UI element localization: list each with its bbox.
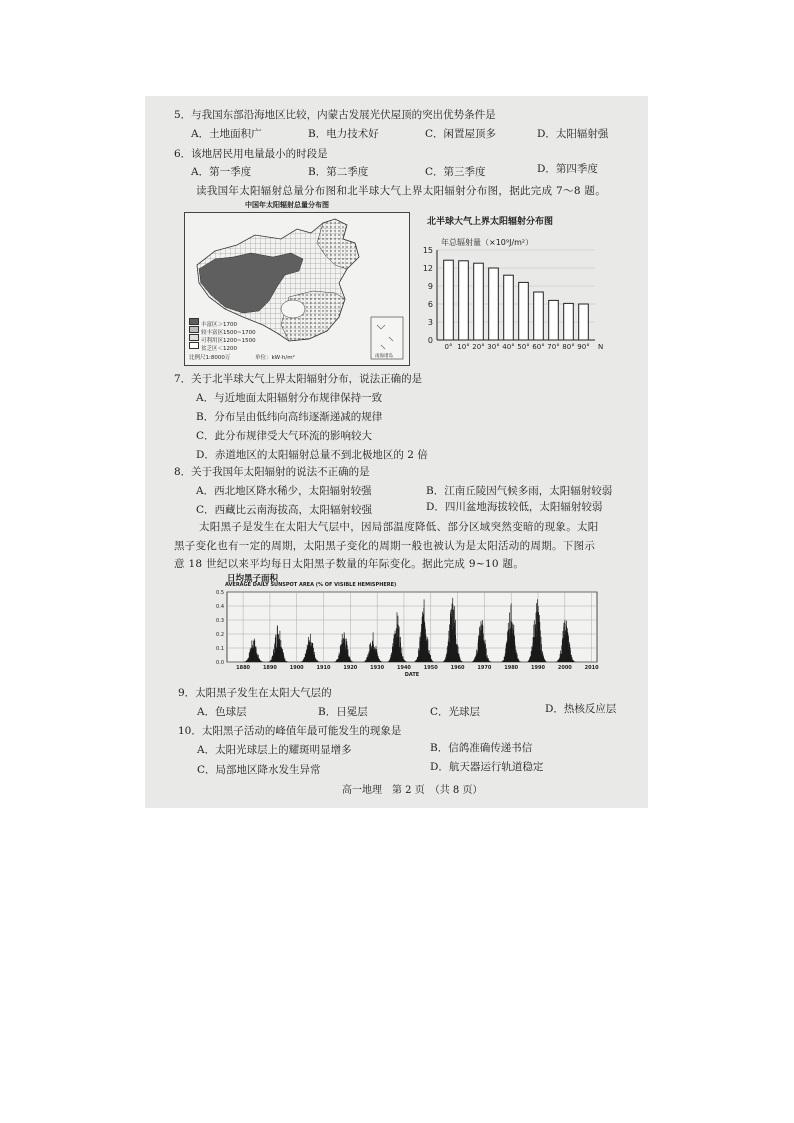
q7-option-a: A．与近地面太阳辐射分布规律保持一致 xyxy=(196,392,383,404)
x-tick-label: 40° xyxy=(502,343,515,351)
x-tick-label: 2000 xyxy=(557,665,572,671)
x-tick-label: 80° xyxy=(562,343,575,351)
x-tick-label: 0° xyxy=(444,343,453,351)
page-footer: 高一地理 第 2 页 （共 8 页） xyxy=(342,785,483,796)
x-tick-label: 20° xyxy=(472,343,485,351)
sunspot-chart-subtitle: AVERAGE DAILY SUNSPOT AREA (% OF VISIBLE HEMISPHERE) xyxy=(225,582,397,588)
x-tick-label: 50° xyxy=(517,343,530,351)
legend-rich: 丰富区＞1700 xyxy=(201,322,237,328)
radiation-bar-chart xyxy=(415,244,605,356)
legend-fairly-rich: 较丰富区1500~1700 xyxy=(201,330,256,336)
intro-9-10-line-1: 太阳黑子是发生在太阳大气层中，因局部温度降低、部分区域突然变暗的现象。太阳 xyxy=(199,521,599,533)
q6-option-d: D．第四季度 xyxy=(537,163,598,175)
q10-option-d: D．航天器运行轨道稳定 xyxy=(430,761,544,773)
q7-option-b: B．分布呈由低纬向高纬逐渐递减的规律 xyxy=(196,411,383,423)
radiation-bar xyxy=(504,275,514,340)
y-tick-label: 3 xyxy=(427,318,433,327)
map-unit: 单位：kW·h/m² xyxy=(255,355,295,361)
sunspot-area-chart xyxy=(207,586,607,676)
y-tick-label: 9 xyxy=(427,282,433,291)
x-tick-label: 1920 xyxy=(343,665,358,671)
q5-option-a: A．土地面积广 xyxy=(191,128,262,140)
map-inset-label: 南海诸岛 xyxy=(375,354,393,359)
radiation-bar xyxy=(579,304,589,340)
y-tick-label: 0 xyxy=(427,336,433,345)
question-5-stem: 5．与我国东部沿海地区比较，内蒙古发展光伏屋顶的突出优势条件是 xyxy=(174,109,496,121)
y-tick-label: 0.4 xyxy=(216,604,224,610)
q9-option-d: D．热核反应层 xyxy=(545,703,617,715)
q9-option-c: C．光球层 xyxy=(430,706,481,718)
radiation-bar xyxy=(564,303,574,340)
x-tick-label: 1990 xyxy=(531,665,545,671)
radiation-chart-title: 北半球大气上界太阳辐射分布图 xyxy=(427,217,554,227)
question-9-stem: 9．太阳黑子发生在太阳大气层的 xyxy=(178,687,332,699)
x-tick-label: 1890 xyxy=(262,665,277,671)
x-tick-label: 1970 xyxy=(477,665,492,671)
x-tick-label: 1980 xyxy=(504,665,519,671)
x-tick-label: 1910 xyxy=(316,665,331,671)
legend-usable: 可利用区1200~1500 xyxy=(201,338,256,344)
q10-option-c: C．局部地区降水发生异常 xyxy=(197,764,321,776)
x-tick-label: 10° xyxy=(457,343,470,351)
intro-7-8: 读我国年太阳辐射总量分布图和北半球大气上界太阳辐射分布图，据此完成 7～8 题。 xyxy=(196,185,607,197)
x-tick-label: 1960 xyxy=(450,665,465,671)
q7-option-d: D．赤道地区的太阳辐射总量不到北极地区的 2 倍 xyxy=(196,449,428,461)
radiation-bar xyxy=(459,261,469,340)
q5-option-b: B．电力技术好 xyxy=(308,128,379,140)
x-tick-label: 1950 xyxy=(423,665,438,671)
legend-swatch-poor xyxy=(189,342,199,349)
q7-option-c: C．此分布规律受大气环流的影响较大 xyxy=(196,430,373,442)
q8-option-a: A．西北地区降水稀少，太阳辐射较强 xyxy=(196,485,372,497)
y-tick-label: 0.5 xyxy=(216,590,224,596)
y-tick-label: 15 xyxy=(422,246,433,255)
china-radiation-map xyxy=(184,212,410,366)
q9-option-a: A．色球层 xyxy=(197,706,247,718)
q10-option-a: A．太阳光球层上的耀斑明显增多 xyxy=(197,744,352,756)
radiation-bar xyxy=(549,300,559,340)
question-7-stem: 7．关于北半球大气上界太阳辐射分布，说法正确的是 xyxy=(174,373,423,385)
x-unit-label: N xyxy=(598,343,604,351)
radiation-bar xyxy=(444,260,454,340)
q8-option-b: B．江南丘陵因气候多雨，太阳辐射较弱 xyxy=(426,485,613,497)
y-tick-label: 0.1 xyxy=(216,646,224,652)
y-tick-label: 0.3 xyxy=(216,618,224,624)
x-axis-label: DATE xyxy=(404,672,420,676)
radiation-bar xyxy=(489,268,499,340)
q8-option-d: D．四川盆地海拔较低，太阳辐射较弱 xyxy=(426,501,603,513)
y-tick-label: 0.0 xyxy=(216,660,224,666)
q5-option-c: C．闲置屋顶多 xyxy=(425,128,497,140)
intro-9-10-line-3: 意 18 世纪以来平均每日太阳黑子数量的年际变化。据此完成 9~10 题。 xyxy=(174,558,525,570)
q9-option-b: B．日冕层 xyxy=(318,706,368,718)
radiation-bar xyxy=(519,282,529,340)
radiation-chart-ylabel: 年总辐射量（×10⁹J/m²） xyxy=(441,238,534,247)
map-scale: 比例尺1:8000万 xyxy=(189,355,231,361)
intro-9-10-line-2: 黑子变化也有一定的周期，太阳黑子变化的周期一般也被认为是太阳活动的周期。下图示 xyxy=(174,540,596,552)
q5-option-d: D．太阳辐射强 xyxy=(537,128,609,140)
y-tick-label: 6 xyxy=(427,300,433,309)
x-tick-label: 30° xyxy=(487,343,500,351)
legend-poor: 贫乏区＜1200 xyxy=(201,346,237,352)
q10-option-b: B．信鸽准确传递书信 xyxy=(430,742,533,754)
q8-option-c: C．西藏比云南海拔高，太阳辐射较强 xyxy=(196,504,373,516)
y-tick-label: 0.2 xyxy=(216,632,224,638)
radiation-bar xyxy=(474,263,484,340)
q6-option-c: C．第三季度 xyxy=(425,166,486,178)
x-tick-label: 90° xyxy=(577,343,590,351)
x-tick-label: 60° xyxy=(532,343,545,351)
x-tick-label: 1880 xyxy=(236,665,251,671)
q6-option-a: A．第一季度 xyxy=(191,166,252,178)
x-tick-label: 1940 xyxy=(396,665,411,671)
x-tick-label: 1900 xyxy=(289,665,304,671)
sunspot-chart-title: 日均黑子面积 xyxy=(227,574,279,584)
question-6-stem: 6．该地居民用电量最小的时段是 xyxy=(174,148,328,160)
map-legend xyxy=(189,311,256,352)
x-tick-label: 1930 xyxy=(370,665,385,671)
radiation-bar xyxy=(534,292,544,340)
x-tick-label: 70° xyxy=(547,343,560,351)
map-title: 中国年太阳辐射总量分布图 xyxy=(245,201,329,209)
question-10-stem: 10．太阳黑子活动的峰值年最可能发生的现象是 xyxy=(178,725,402,737)
q6-option-b: B．第二季度 xyxy=(308,166,369,178)
exam-page xyxy=(145,96,648,808)
x-tick-label: 2010 xyxy=(584,665,599,671)
question-8-stem: 8．关于我国年太阳辐射的说法不正确的是 xyxy=(174,466,370,478)
y-tick-label: 12 xyxy=(422,264,433,273)
